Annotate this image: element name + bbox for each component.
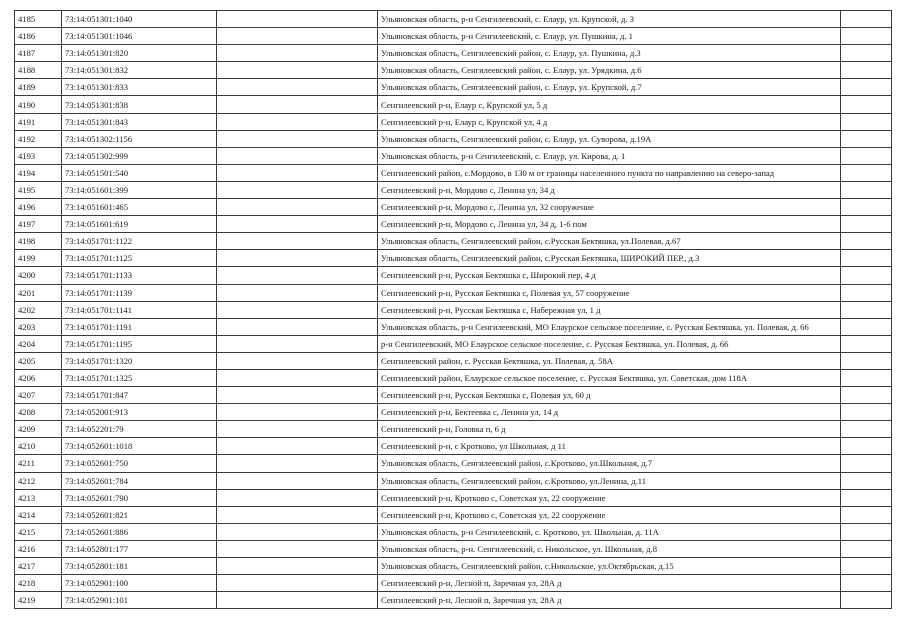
empty-cell bbox=[841, 592, 892, 609]
cadastral-number-cell: 73:14:051701:847 bbox=[62, 387, 217, 404]
empty-cell bbox=[841, 438, 892, 455]
empty-cell bbox=[841, 28, 892, 45]
address-cell: Сенгилеевский р-н, Русская Бектяшка с, Полевая ул, 57 сооружение bbox=[378, 284, 841, 301]
cadastral-number-cell: 73:14:051701:1133 bbox=[62, 267, 217, 284]
row-number-cell: 4192 bbox=[15, 130, 62, 147]
cadastral-number-cell: 73:14:051301:838 bbox=[62, 96, 217, 113]
registry-sheet bbox=[14, 10, 892, 609]
empty-cell bbox=[217, 181, 378, 198]
address-cell: Ульяновская область, Сенгилеевский район, с.Кротково, ул.Ленина, д.11 bbox=[378, 472, 841, 489]
table-row bbox=[15, 472, 892, 489]
empty-cell bbox=[217, 11, 378, 28]
table-row bbox=[15, 28, 892, 45]
cadastral-number-cell: 73:14:051701:1191 bbox=[62, 318, 217, 335]
cadastral-number-cell: 73:14:051301:820 bbox=[62, 45, 217, 62]
address-cell: Сенгилеевский р-н, Русская Бектяшка с, Широкий пер, 4 д bbox=[378, 267, 841, 284]
row-number-cell: 4186 bbox=[15, 28, 62, 45]
row-number-cell: 4191 bbox=[15, 113, 62, 130]
cadastral-number-cell: 73:14:052601:784 bbox=[62, 472, 217, 489]
cadastral-number-cell: 73:14:051301:843 bbox=[62, 113, 217, 130]
address-cell: Ульяновская область, Сенгилеевский район, с. Елаур, ул. Пушкина, д.3 bbox=[378, 45, 841, 62]
empty-cell bbox=[841, 113, 892, 130]
row-number-cell: 4214 bbox=[15, 506, 62, 523]
empty-cell bbox=[217, 267, 378, 284]
empty-cell bbox=[217, 540, 378, 557]
empty-cell bbox=[841, 369, 892, 386]
row-number-cell: 4205 bbox=[15, 352, 62, 369]
cadastral-number-cell: 73:14:051701:1325 bbox=[62, 369, 217, 386]
address-cell: р-н Сенгилеевский, МО Елаурское сельское поселение, с. Русская Бектяшка, ул. Полевая, д. 66 bbox=[378, 335, 841, 352]
address-cell: Ульяновская область, Сенгилеевский район, с.Русская Бектяшка, ШИРОКИЙ ПЕР., д.3 bbox=[378, 250, 841, 267]
table-row bbox=[15, 284, 892, 301]
row-number-cell: 4200 bbox=[15, 267, 62, 284]
row-number-cell: 4196 bbox=[15, 199, 62, 216]
table-row bbox=[15, 130, 892, 147]
empty-cell bbox=[841, 164, 892, 181]
row-number-cell: 4204 bbox=[15, 335, 62, 352]
empty-cell bbox=[217, 575, 378, 592]
empty-cell bbox=[217, 352, 378, 369]
row-number-cell: 4195 bbox=[15, 181, 62, 198]
empty-cell bbox=[841, 62, 892, 79]
table-row bbox=[15, 181, 892, 198]
cadastral-number-cell: 73:14:052901:100 bbox=[62, 575, 217, 592]
address-cell: Ульяновская область, р-н Сенгилеевский, с. Елаур, ул. Пушкина, д. 1 bbox=[378, 28, 841, 45]
empty-cell bbox=[217, 455, 378, 472]
empty-cell bbox=[217, 216, 378, 233]
row-number-cell: 4201 bbox=[15, 284, 62, 301]
row-number-cell: 4219 bbox=[15, 592, 62, 609]
table-row bbox=[15, 96, 892, 113]
cadastral-number-cell: 73:14:051301:832 bbox=[62, 62, 217, 79]
empty-cell bbox=[841, 284, 892, 301]
empty-cell bbox=[841, 387, 892, 404]
cadastral-number-cell: 73:14:051301:1040 bbox=[62, 11, 217, 28]
empty-cell bbox=[217, 421, 378, 438]
empty-cell bbox=[217, 387, 378, 404]
cadastral-number-cell: 73:14:052801:181 bbox=[62, 558, 217, 575]
empty-cell bbox=[217, 523, 378, 540]
table-row bbox=[15, 575, 892, 592]
cadastral-number-cell: 73:14:052601:790 bbox=[62, 489, 217, 506]
empty-cell bbox=[841, 181, 892, 198]
empty-cell bbox=[841, 472, 892, 489]
row-number-cell: 4188 bbox=[15, 62, 62, 79]
empty-cell bbox=[841, 301, 892, 318]
empty-cell bbox=[217, 62, 378, 79]
table-row bbox=[15, 113, 892, 130]
row-number-cell: 4215 bbox=[15, 523, 62, 540]
table-row bbox=[15, 455, 892, 472]
cadastral-number-cell: 73:14:051601:399 bbox=[62, 181, 217, 198]
empty-cell bbox=[217, 284, 378, 301]
empty-cell bbox=[217, 250, 378, 267]
empty-cell bbox=[217, 335, 378, 352]
table-row bbox=[15, 506, 892, 523]
empty-cell bbox=[217, 28, 378, 45]
empty-cell bbox=[841, 404, 892, 421]
cadastral-number-cell: 73:14:052201:79 bbox=[62, 421, 217, 438]
empty-cell bbox=[841, 147, 892, 164]
empty-cell bbox=[217, 79, 378, 96]
row-number-cell: 4202 bbox=[15, 301, 62, 318]
address-cell: Сенгилеевский р-н, Мордово с, Ленина ул, 34 д, 1-6 пом bbox=[378, 216, 841, 233]
empty-cell bbox=[217, 199, 378, 216]
empty-cell bbox=[217, 404, 378, 421]
row-number-cell: 4185 bbox=[15, 11, 62, 28]
address-cell: Сенгилеевский р-н, Елаур с, Крупской ул, 4 д bbox=[378, 113, 841, 130]
table-row bbox=[15, 438, 892, 455]
address-cell: Ульяновская область, р-н Сенгилеевский, с. Елаур, ул. Крупской, д. 3 bbox=[378, 11, 841, 28]
table-row bbox=[15, 164, 892, 181]
row-number-cell: 4197 bbox=[15, 216, 62, 233]
row-number-cell: 4211 bbox=[15, 455, 62, 472]
table-row bbox=[15, 250, 892, 267]
row-number-cell: 4218 bbox=[15, 575, 62, 592]
address-cell: Сенгилеевский р-н, Мордово с, Ленина ул, 32 сооружение bbox=[378, 199, 841, 216]
table-row bbox=[15, 267, 892, 284]
cadastral-number-cell: 73:14:051302:1156 bbox=[62, 130, 217, 147]
table-row bbox=[15, 335, 892, 352]
row-number-cell: 4190 bbox=[15, 96, 62, 113]
address-cell: Сенгилеевский район, Елаурское сельское поселение, с. Русская Бектяшка, ул. Советская, дом 118А bbox=[378, 369, 841, 386]
empty-cell bbox=[841, 352, 892, 369]
empty-cell bbox=[841, 233, 892, 250]
row-number-cell: 4198 bbox=[15, 233, 62, 250]
empty-cell bbox=[217, 472, 378, 489]
registry-body bbox=[15, 11, 892, 609]
empty-cell bbox=[217, 130, 378, 147]
row-number-cell: 4194 bbox=[15, 164, 62, 181]
empty-cell bbox=[841, 130, 892, 147]
address-cell: Ульяновская область, Сенгилеевский район, с. Елаур, ул. Урядкина, д.6 bbox=[378, 62, 841, 79]
table-row bbox=[15, 592, 892, 609]
table-row bbox=[15, 216, 892, 233]
cadastral-number-cell: 73:14:051701:1122 bbox=[62, 233, 217, 250]
empty-cell bbox=[841, 421, 892, 438]
address-cell: Ульяновская область, р-н. Сенгилеевский, с. Никольское, ул. Школьная, д.8 bbox=[378, 540, 841, 557]
address-cell: Ульяновская область, Сенгилеевский район, с.Русская Бектяшка, ул.Полевая, д.67 bbox=[378, 233, 841, 250]
table-row bbox=[15, 352, 892, 369]
address-cell: Сенгилеевский р-н, Русская Бектяшка с, Полевая ул, 60 д bbox=[378, 387, 841, 404]
address-cell: Ульяновская область, Сенгилеевский район, с.Кротково, ул.Школьная, д.7 bbox=[378, 455, 841, 472]
cadastral-number-cell: 73:14:052601:1018 bbox=[62, 438, 217, 455]
table-row bbox=[15, 79, 892, 96]
row-number-cell: 4209 bbox=[15, 421, 62, 438]
table-row bbox=[15, 540, 892, 557]
table-row bbox=[15, 404, 892, 421]
empty-cell bbox=[841, 558, 892, 575]
address-cell: Сенгилеевский р-н, Кротково с, Советская ул, 22 сооружение bbox=[378, 489, 841, 506]
empty-cell bbox=[217, 233, 378, 250]
cadastral-number-cell: 73:14:052601:821 bbox=[62, 506, 217, 523]
address-cell: Ульяновская область, Сенгилеевский район, с. Елаур, ул. Суворова, д.19А bbox=[378, 130, 841, 147]
address-cell: Сенгилеевский р-н, Лесной п, Заречная ул, 28А д bbox=[378, 592, 841, 609]
empty-cell bbox=[841, 250, 892, 267]
cadastral-number-cell: 73:14:051601:465 bbox=[62, 199, 217, 216]
row-number-cell: 4217 bbox=[15, 558, 62, 575]
address-cell: Сенгилеевский р-н, Елаур с, Крупской ул, 5 д bbox=[378, 96, 841, 113]
empty-cell bbox=[841, 79, 892, 96]
table-row bbox=[15, 318, 892, 335]
cadastral-number-cell: 73:14:051701:1139 bbox=[62, 284, 217, 301]
cadastral-number-cell: 73:14:052901:101 bbox=[62, 592, 217, 609]
table-row bbox=[15, 11, 892, 28]
empty-cell bbox=[841, 506, 892, 523]
empty-cell bbox=[841, 335, 892, 352]
cadastral-number-cell: 73:14:051501:540 bbox=[62, 164, 217, 181]
row-number-cell: 4189 bbox=[15, 79, 62, 96]
address-cell: Сенгилеевский р-н, Лесной п, Заречная ул, 28А д bbox=[378, 575, 841, 592]
table-row bbox=[15, 301, 892, 318]
cadastral-number-cell: 73:14:051301:1046 bbox=[62, 28, 217, 45]
table-row bbox=[15, 45, 892, 62]
row-number-cell: 4199 bbox=[15, 250, 62, 267]
cadastral-number-cell: 73:14:051701:1195 bbox=[62, 335, 217, 352]
row-number-cell: 4213 bbox=[15, 489, 62, 506]
empty-cell bbox=[217, 489, 378, 506]
empty-cell bbox=[841, 318, 892, 335]
cadastral-number-cell: 73:14:052001:913 bbox=[62, 404, 217, 421]
empty-cell bbox=[217, 164, 378, 181]
empty-cell bbox=[217, 506, 378, 523]
row-number-cell: 4216 bbox=[15, 540, 62, 557]
address-cell: Сенгилеевский район, с.Мордово, в 130 м от границы населенного пункта по направлению на северо-запад bbox=[378, 164, 841, 181]
address-cell: Ульяновская область, Сенгилеевский район, с.Никольское, ул.Октябрьская, д.15 bbox=[378, 558, 841, 575]
row-number-cell: 4212 bbox=[15, 472, 62, 489]
table-row bbox=[15, 62, 892, 79]
table-row bbox=[15, 387, 892, 404]
cadastral-number-cell: 73:14:052601:886 bbox=[62, 523, 217, 540]
row-number-cell: 4210 bbox=[15, 438, 62, 455]
row-number-cell: 4193 bbox=[15, 147, 62, 164]
row-number-cell: 4207 bbox=[15, 387, 62, 404]
empty-cell bbox=[841, 11, 892, 28]
empty-cell bbox=[217, 318, 378, 335]
table-row bbox=[15, 421, 892, 438]
row-number-cell: 4208 bbox=[15, 404, 62, 421]
address-cell: Сенгилеевский р-н, Головка п, 6 д bbox=[378, 421, 841, 438]
address-cell: Сенгилеевский р-н, с Кротково, ул Школьная, д 11 bbox=[378, 438, 841, 455]
empty-cell bbox=[217, 592, 378, 609]
empty-cell bbox=[841, 455, 892, 472]
cadastral-number-cell: 73:14:051302:999 bbox=[62, 147, 217, 164]
empty-cell bbox=[217, 96, 378, 113]
address-cell: Сенгилеевский р-н, Бектеевка с, Ленина ул, 14 д bbox=[378, 404, 841, 421]
cadastral-number-cell: 73:14:052601:750 bbox=[62, 455, 217, 472]
cadastral-number-cell: 73:14:051701:1125 bbox=[62, 250, 217, 267]
table-row bbox=[15, 233, 892, 250]
row-number-cell: 4203 bbox=[15, 318, 62, 335]
table-row bbox=[15, 147, 892, 164]
address-cell: Ульяновская область, Сенгилеевский район, с. Елаур, ул. Крупской, д.7 bbox=[378, 79, 841, 96]
empty-cell bbox=[217, 147, 378, 164]
row-number-cell: 4187 bbox=[15, 45, 62, 62]
empty-cell bbox=[217, 558, 378, 575]
row-number-cell: 4206 bbox=[15, 369, 62, 386]
registry-table bbox=[14, 10, 892, 609]
address-cell: Ульяновская область, р-н Сенгилеевский, с. Кротково, ул. Школьная, д. 11А bbox=[378, 523, 841, 540]
table-row bbox=[15, 489, 892, 506]
table-row bbox=[15, 558, 892, 575]
cadastral-number-cell: 73:14:052801:177 bbox=[62, 540, 217, 557]
address-cell: Сенгилеевский р-н, Кротково с, Советская ул, 22 сооружение bbox=[378, 506, 841, 523]
address-cell: Сенгилеевский р-н, Русская Бектяшка с, Набережная ул, 1 д bbox=[378, 301, 841, 318]
table-row bbox=[15, 523, 892, 540]
empty-cell bbox=[841, 489, 892, 506]
empty-cell bbox=[841, 96, 892, 113]
empty-cell bbox=[841, 267, 892, 284]
table-row bbox=[15, 199, 892, 216]
table-row bbox=[15, 369, 892, 386]
cadastral-number-cell: 73:14:051701:1141 bbox=[62, 301, 217, 318]
empty-cell bbox=[841, 523, 892, 540]
cadastral-number-cell: 73:14:051601:619 bbox=[62, 216, 217, 233]
address-cell: Сенгилеевский район, с. Русская Бектяшка, ул. Полевая, д. 58А bbox=[378, 352, 841, 369]
empty-cell bbox=[217, 301, 378, 318]
address-cell: Ульяновская область, р-н Сенгилеевский, с. Елаур, ул. Кирова, д. 1 bbox=[378, 147, 841, 164]
empty-cell bbox=[217, 113, 378, 130]
empty-cell bbox=[217, 438, 378, 455]
empty-cell bbox=[841, 540, 892, 557]
empty-cell bbox=[841, 216, 892, 233]
cadastral-number-cell: 73:14:051701:1320 bbox=[62, 352, 217, 369]
cadastral-number-cell: 73:14:051301:833 bbox=[62, 79, 217, 96]
empty-cell bbox=[217, 45, 378, 62]
address-cell: Ульяновская область, р-н Сенгилеевский, МО Елаурское сельское поселение, с. Русская Бектяшка, ул. Полевая, д. 66 bbox=[378, 318, 841, 335]
empty-cell bbox=[841, 575, 892, 592]
empty-cell bbox=[841, 45, 892, 62]
empty-cell bbox=[217, 369, 378, 386]
empty-cell bbox=[841, 199, 892, 216]
address-cell: Сенгилеевский р-н, Мордово с, Ленина ул, 34 д bbox=[378, 181, 841, 198]
